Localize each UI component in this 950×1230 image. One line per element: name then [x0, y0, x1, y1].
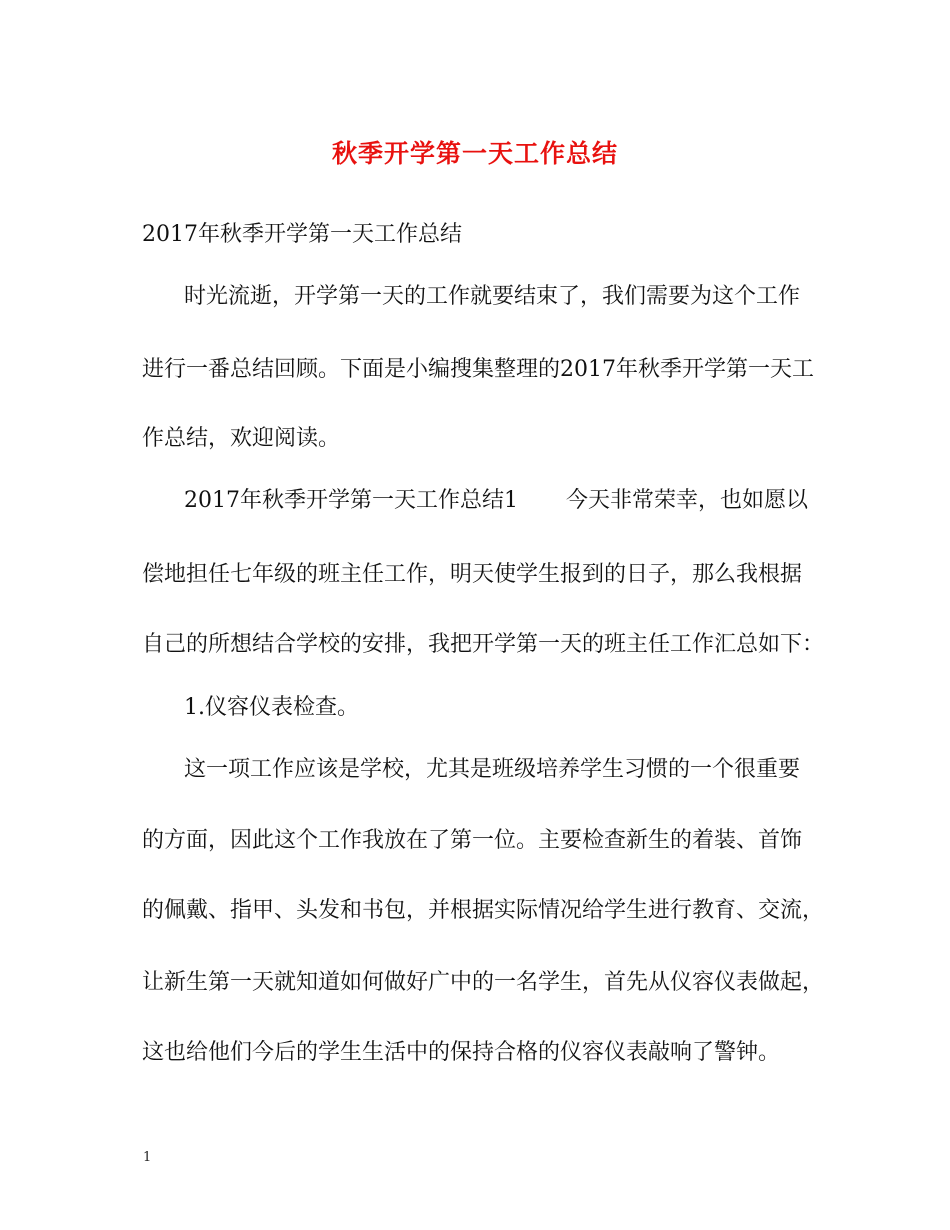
- list-item-heading: 1.仪容仪表检查。: [184, 695, 359, 720]
- section-first-text: 今天非常荣幸，也如愿以: [566, 488, 809, 513]
- body-line: 的佩戴、指甲、头发和书包，并根据实际情况给学生进行教育、交流，: [142, 898, 825, 923]
- section-heading-line: [184, 486, 808, 516]
- intro-line: 时光流逝，开学第一天的工作就要结束了，我们需要为这个工作: [184, 284, 801, 309]
- intro-line: 作总结，欢迎阅读。: [142, 426, 341, 451]
- section-line: 自己的所想结合学校的安排，我把开学第一天的班主任工作汇总如下：: [142, 632, 825, 657]
- document-title: 秋季开学第一天工作总结: [331, 139, 618, 168]
- body-line: 让新生第一天就知道如何做好广中的一名学生，首先从仪容仪表做起，: [142, 970, 825, 995]
- section-heading: 2017年秋季开学第一天工作总结1: [184, 488, 518, 513]
- document-subtitle: 2017年秋季开学第一天工作总结: [142, 222, 462, 247]
- section-line: 偿地担任七年级的班主任工作，明天使学生报到的日子，那么我根据: [142, 562, 803, 587]
- intro-line: 进行一番总结回顾。下面是小编搜集整理的2017年秋季开学第一天工: [142, 357, 814, 382]
- body-line: 这一项工作应该是学校，尤其是班级培养学生习惯的一个很重要: [184, 757, 801, 782]
- body-line: 的方面，因此这个工作我放在了第一位。主要检查新生的着装、首饰: [142, 828, 803, 853]
- page-number: 1: [143, 1150, 152, 1165]
- body-line: 这也给他们今后的学生生活中的保持合格的仪容仪表敲响了警钟。: [142, 1040, 781, 1065]
